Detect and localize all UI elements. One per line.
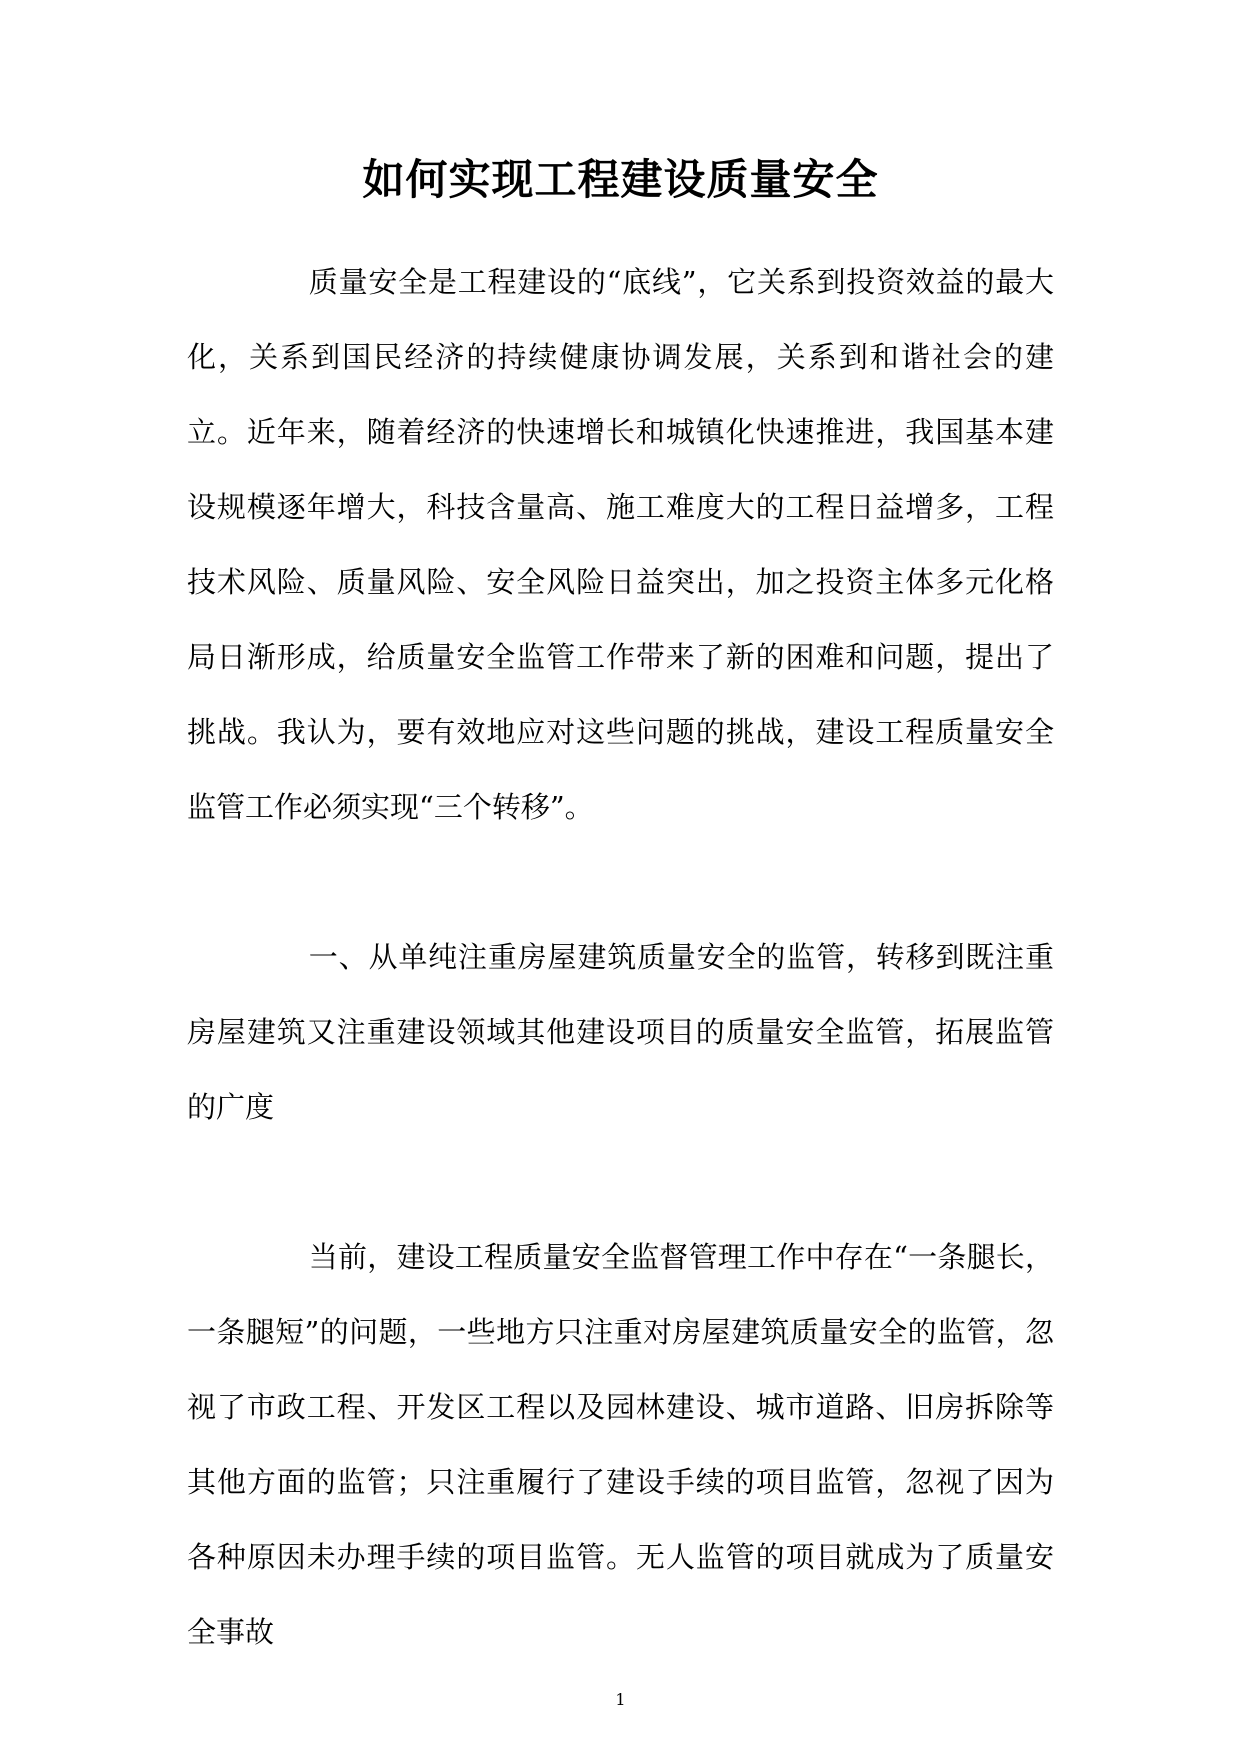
page-number: 1 [615,1690,626,1709]
paragraph-intro: 质量安全是工程建设的“底线”，它关系到投资效益的最大化，关系到国民经济的持续健康协调发展，关系到和谐社会的建立。近年来，随着经济的快速增长和城镇化快速推进，我国基本建设规模逐年增大，科技含量高、施工难度大的工程日益增多，工程技术风险、质量风险、安全风险日益突出，加之投资主体多元化格局日渐形成，给质量安全监管工作带来了新的困难和问题，提出了挑战。我认为，要有效地应对这些问题的挑战，建设工程质量安全监管工作必须实现“三个转移”。 [187,265,1054,824]
document-title: 如何实现工程建设质量安全 [362,155,879,204]
paragraph-body: 当前，建设工程质量安全监督管理工作中存在“一条腿长，一条腿短”的问题，一些地方只注重对房屋建筑质量安全的监管，忽视了市政工程、开发区工程以及园林建设、城市道路、旧房拆除等其他方面的监管；只注重履行了建设手续的项目监管，忽视了因为各种原因未办理手续的项目监管。无人监管的项目就成为了质量安全事故 [187,1240,1054,1649]
paragraph-section-heading: 一、从单纯注重房屋建筑质量安全的监管，转移到既注重房屋建筑又注重建设领域其他建设项目的质量安全监管，拓展监管的广度 [187,940,1054,1124]
